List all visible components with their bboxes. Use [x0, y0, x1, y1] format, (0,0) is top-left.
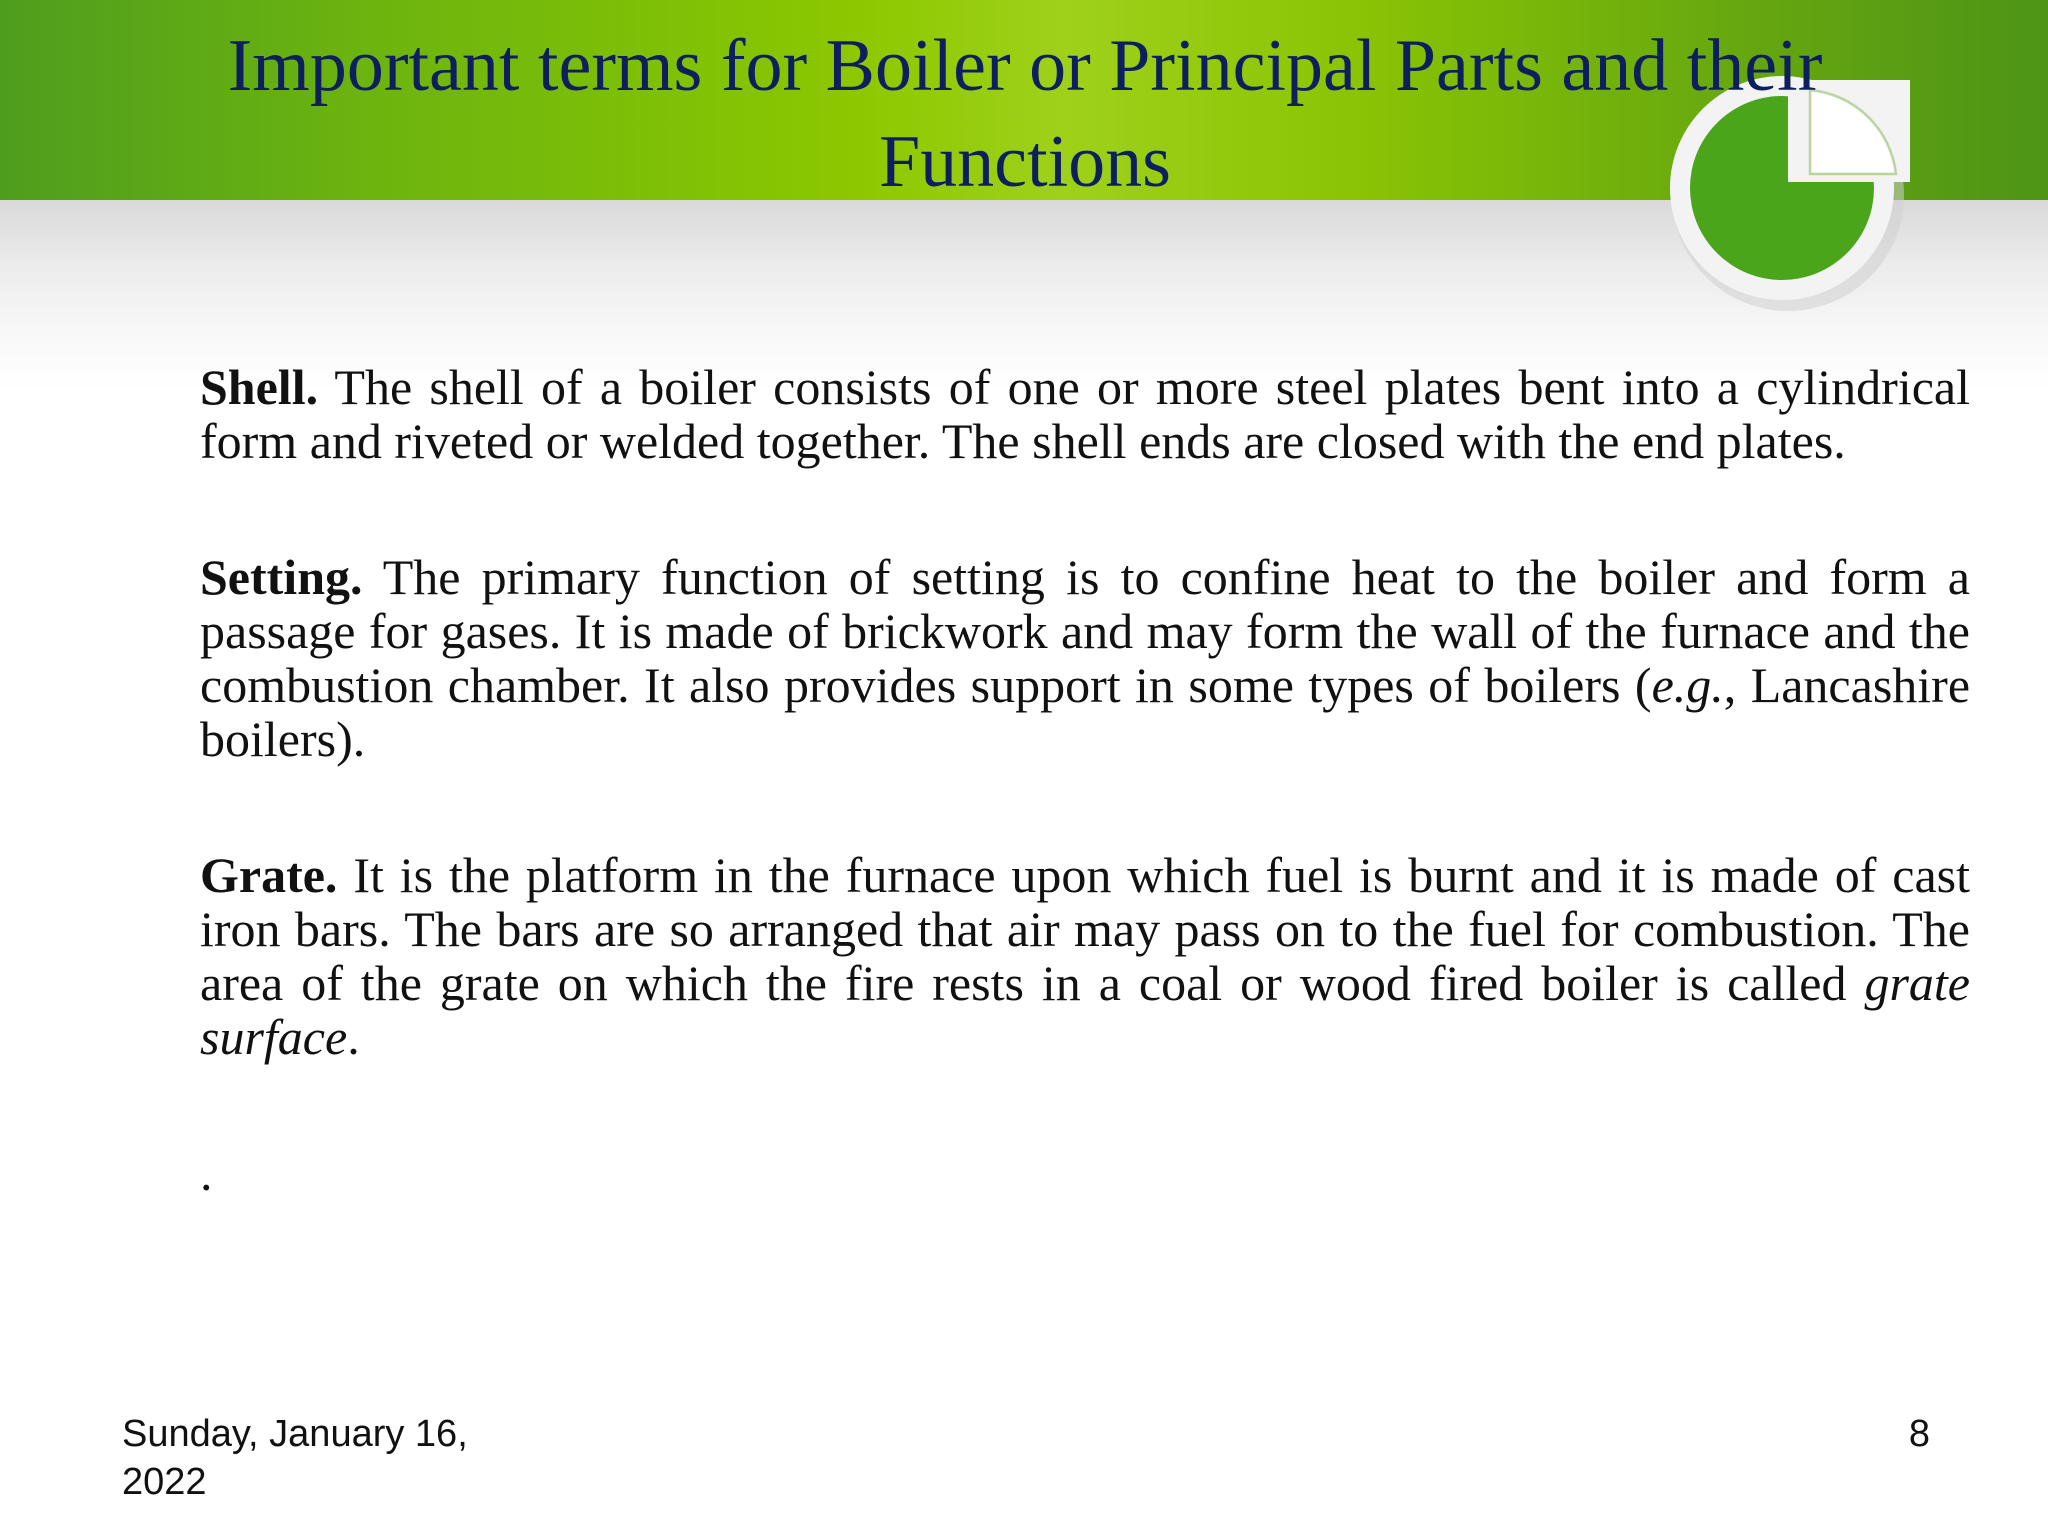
term-setting: Setting.: [200, 549, 363, 605]
footer-date: Sunday, January 16, 2022: [122, 1413, 468, 1503]
paragraph-setting-text: The primary function of setting is to confine heat to the boiler and form a passage for gases. It is made of brickwork and may form the wall of the furnace and the combustion chamber. It also provides support in some types of boilers (: [200, 549, 1970, 713]
paragraph-shell: [200, 360, 1970, 468]
paragraph-grate-italic: grate surface: [200, 955, 1970, 1065]
page-title: Important terms for Boiler or Principal Parts and their Functions: [227, 25, 1823, 203]
page-number: 8: [1908, 1413, 1930, 1455]
paragraph-setting-text-end: , Lancashire boilers).: [200, 657, 1971, 767]
trailing-dot: .: [200, 1145, 213, 1201]
term-grate: Grate.: [200, 847, 338, 903]
paragraph-shell-text: The shell of a boiler consists of one or more steel plates bent into a cylindrical form and riveted or welded together. The shell ends are closed with the end plates.: [200, 359, 1970, 469]
slide-body: [200, 360, 1970, 1200]
paragraph-grate-text-end: .: [347, 1009, 360, 1065]
paragraph-setting-italic: e.g.: [1651, 657, 1724, 713]
term-shell: Shell.: [200, 359, 319, 415]
paragraph-setting: [200, 550, 1970, 766]
paragraph-grate-text: It is the platform in the furnace upon which fuel is burnt and it is made of cast iron bars. The bars are so arranged that air may pass on to the fuel for combustion. The area of the grate on which the fire rests in a coal or wood fired boiler is called: [200, 847, 1970, 1011]
paragraph-grate: [200, 848, 1970, 1064]
